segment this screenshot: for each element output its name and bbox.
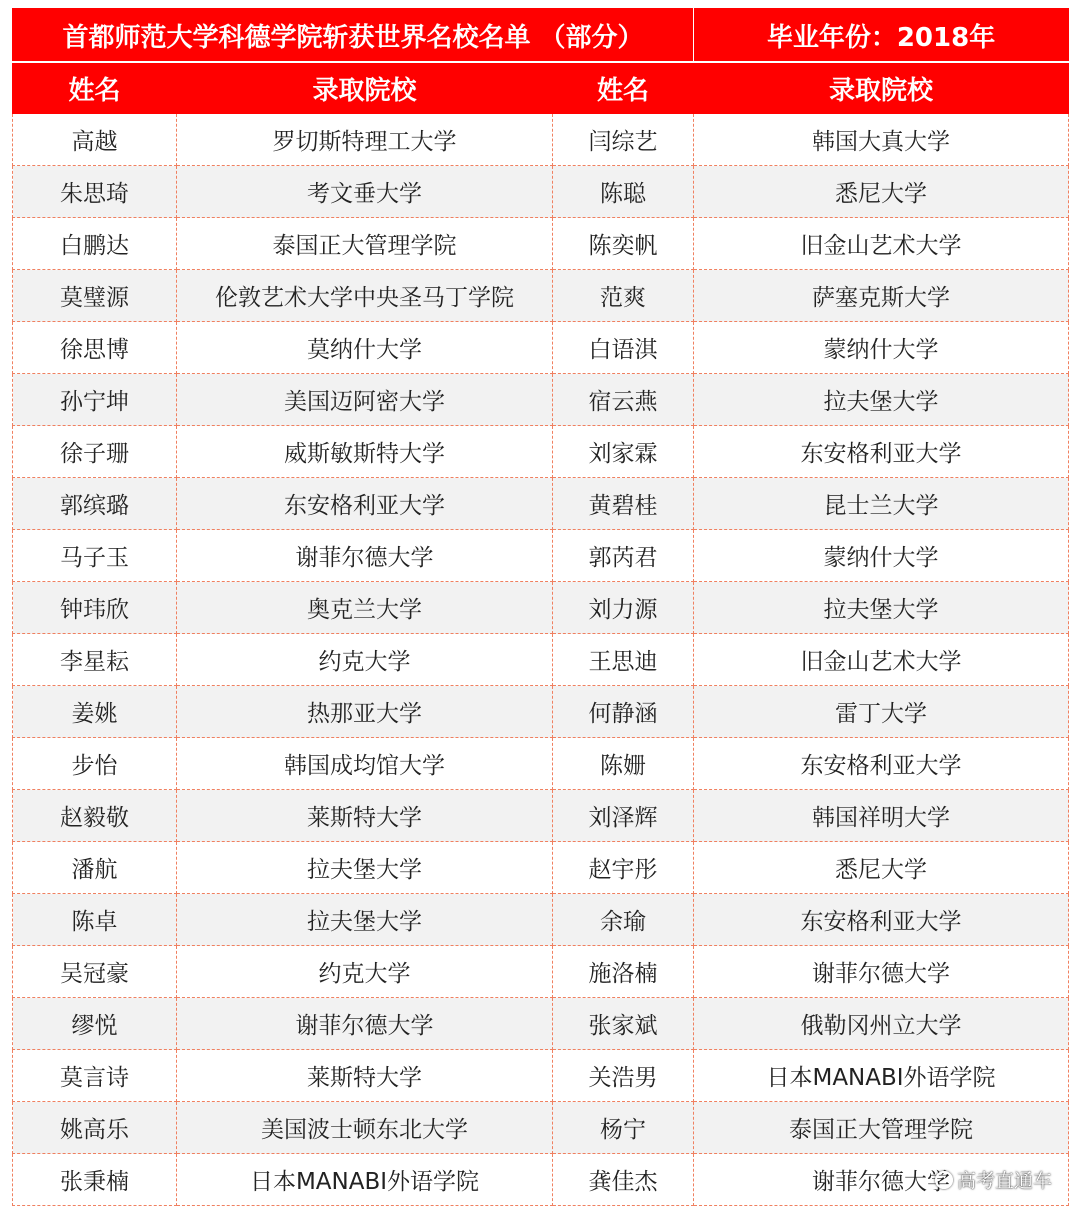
student-name-right: 何静涵 bbox=[553, 686, 694, 738]
table-row bbox=[13, 1154, 1069, 1206]
school-right: 拉夫堡大学 bbox=[694, 582, 1069, 634]
school-right: 俄勒冈州立大学 bbox=[694, 998, 1069, 1050]
student-name-right: 黄碧桂 bbox=[553, 478, 694, 530]
school-left: 拉夫堡大学 bbox=[177, 894, 553, 946]
student-name-right: 闫综艺 bbox=[553, 114, 694, 166]
table-row bbox=[13, 738, 1069, 790]
student-name-left: 马子玉 bbox=[13, 530, 177, 582]
student-name-right: 关浩男 bbox=[553, 1050, 694, 1102]
student-name-right: 余瑜 bbox=[553, 894, 694, 946]
school-right: 拉夫堡大学 bbox=[694, 374, 1069, 426]
school-left: 美国波士顿东北大学 bbox=[177, 1102, 553, 1154]
student-name-left: 李星耘 bbox=[13, 634, 177, 686]
student-name-left: 缪悦 bbox=[13, 998, 177, 1050]
column-header-school-1: 录取院校 bbox=[177, 62, 553, 114]
watermark bbox=[935, 1166, 1052, 1193]
student-name-left: 姜姚 bbox=[13, 686, 177, 738]
student-name-left: 姚高乐 bbox=[13, 1102, 177, 1154]
table-row bbox=[13, 1050, 1069, 1102]
student-name-left: 赵毅敬 bbox=[13, 790, 177, 842]
student-name-right: 张家斌 bbox=[553, 998, 694, 1050]
school-left: 日本MANABI外语学院 bbox=[177, 1154, 553, 1206]
school-right: 蒙纳什大学 bbox=[694, 322, 1069, 374]
school-right: 东安格利亚大学 bbox=[694, 426, 1069, 478]
school-left: 东安格利亚大学 bbox=[177, 478, 553, 530]
school-right: 泰国正大管理学院 bbox=[694, 1102, 1069, 1154]
school-left: 美国迈阿密大学 bbox=[177, 374, 553, 426]
student-name-right: 宿云燕 bbox=[553, 374, 694, 426]
table-row bbox=[13, 322, 1069, 374]
school-right: 蒙纳什大学 bbox=[694, 530, 1069, 582]
student-name-left: 高越 bbox=[13, 114, 177, 166]
school-right: 东安格利亚大学 bbox=[694, 894, 1069, 946]
table-row bbox=[13, 582, 1069, 634]
column-header-name-2: 姓名 bbox=[553, 62, 694, 114]
student-name-right: 杨宁 bbox=[553, 1102, 694, 1154]
table-row bbox=[13, 478, 1069, 530]
school-right: 旧金山艺术大学 bbox=[694, 218, 1069, 270]
school-left: 奥克兰大学 bbox=[177, 582, 553, 634]
student-name-right: 陈聪 bbox=[553, 166, 694, 218]
table-row bbox=[13, 790, 1069, 842]
watermark-text: 高考直通车 bbox=[956, 1170, 1052, 1192]
table-row bbox=[13, 634, 1069, 686]
student-name-right: 郭芮君 bbox=[553, 530, 694, 582]
header-row bbox=[13, 62, 1069, 114]
school-left: 热那亚大学 bbox=[177, 686, 553, 738]
school-left: 莱斯特大学 bbox=[177, 1050, 553, 1102]
table-row bbox=[13, 998, 1069, 1050]
student-name-left: 张秉楠 bbox=[13, 1154, 177, 1206]
student-name-left: 吴冠豪 bbox=[13, 946, 177, 998]
school-left: 拉夫堡大学 bbox=[177, 842, 553, 894]
school-right: 萨塞克斯大学 bbox=[694, 270, 1069, 322]
student-name-right: 白语淇 bbox=[553, 322, 694, 374]
school-left: 谢菲尔德大学 bbox=[177, 530, 553, 582]
school-right: 谢菲尔德大学 bbox=[694, 946, 1069, 998]
table-row bbox=[13, 894, 1069, 946]
table-row bbox=[13, 218, 1069, 270]
school-left: 韩国成均馆大学 bbox=[177, 738, 553, 790]
student-name-right: 陈奕帆 bbox=[553, 218, 694, 270]
school-right: 旧金山艺术大学 bbox=[694, 634, 1069, 686]
table-row bbox=[13, 686, 1069, 738]
school-right: 韩国祥明大学 bbox=[694, 790, 1069, 842]
school-left: 考文垂大学 bbox=[177, 166, 553, 218]
student-name-right: 范爽 bbox=[553, 270, 694, 322]
student-name-right: 陈姗 bbox=[553, 738, 694, 790]
school-left: 莱斯特大学 bbox=[177, 790, 553, 842]
school-left: 约克大学 bbox=[177, 946, 553, 998]
table-row bbox=[13, 114, 1069, 166]
school-left: 伦敦艺术大学中央圣马丁学院 bbox=[177, 270, 553, 322]
student-name-left: 徐子珊 bbox=[13, 426, 177, 478]
student-name-left: 陈卓 bbox=[13, 894, 177, 946]
table-row bbox=[13, 426, 1069, 478]
table-row bbox=[13, 374, 1069, 426]
school-left: 约克大学 bbox=[177, 634, 553, 686]
student-name-left: 朱思琦 bbox=[13, 166, 177, 218]
table-row bbox=[13, 842, 1069, 894]
school-right: 东安格利亚大学 bbox=[694, 738, 1069, 790]
school-right: 悉尼大学 bbox=[694, 166, 1069, 218]
student-name-left: 莫言诗 bbox=[13, 1050, 177, 1102]
school-right: 韩国大真大学 bbox=[694, 114, 1069, 166]
admission-table bbox=[12, 8, 1069, 1206]
school-right: 谢菲尔德大学 bbox=[694, 1154, 1069, 1206]
student-name-right: 施洛楠 bbox=[553, 946, 694, 998]
student-name-right: 刘家霖 bbox=[553, 426, 694, 478]
student-name-left: 孙宁坤 bbox=[13, 374, 177, 426]
student-name-right: 刘力源 bbox=[553, 582, 694, 634]
table-row bbox=[13, 166, 1069, 218]
admission-list-sheet bbox=[12, 8, 1068, 1206]
column-header-name-1: 姓名 bbox=[13, 62, 177, 114]
table-row bbox=[13, 270, 1069, 322]
table-row bbox=[13, 530, 1069, 582]
school-right: 昆士兰大学 bbox=[694, 478, 1069, 530]
table-row bbox=[13, 1102, 1069, 1154]
student-name-left: 步怡 bbox=[13, 738, 177, 790]
student-name-left: 徐思博 bbox=[13, 322, 177, 374]
student-name-left: 郭缤璐 bbox=[13, 478, 177, 530]
student-name-right: 刘泽辉 bbox=[553, 790, 694, 842]
school-right: 悉尼大学 bbox=[694, 842, 1069, 894]
student-name-left: 白鹏达 bbox=[13, 218, 177, 270]
table-row bbox=[13, 946, 1069, 998]
column-header-school-2: 录取院校 bbox=[694, 62, 1069, 114]
school-left: 泰国正大管理学院 bbox=[177, 218, 553, 270]
school-left: 谢菲尔德大学 bbox=[177, 998, 553, 1050]
school-right: 雷丁大学 bbox=[694, 686, 1069, 738]
title-row bbox=[13, 9, 1069, 63]
school-right: 日本MANABI外语学院 bbox=[694, 1050, 1069, 1102]
table-title: 首都师范大学科德学院斩获世界名校名单 （部分） bbox=[13, 9, 694, 63]
student-name-right: 王思迪 bbox=[553, 634, 694, 686]
student-name-right: 龚佳杰 bbox=[553, 1154, 694, 1206]
student-name-left: 钟玮欣 bbox=[13, 582, 177, 634]
student-name-right: 赵宇彤 bbox=[553, 842, 694, 894]
school-left: 罗切斯特理工大学 bbox=[177, 114, 553, 166]
school-left: 莫纳什大学 bbox=[177, 322, 553, 374]
graduation-year: 毕业年份：2018年 bbox=[694, 9, 1069, 63]
school-left: 威斯敏斯特大学 bbox=[177, 426, 553, 478]
student-name-left: 潘航 bbox=[13, 842, 177, 894]
student-name-left: 莫璧源 bbox=[13, 270, 177, 322]
wechat-logo-icon bbox=[935, 1171, 953, 1189]
